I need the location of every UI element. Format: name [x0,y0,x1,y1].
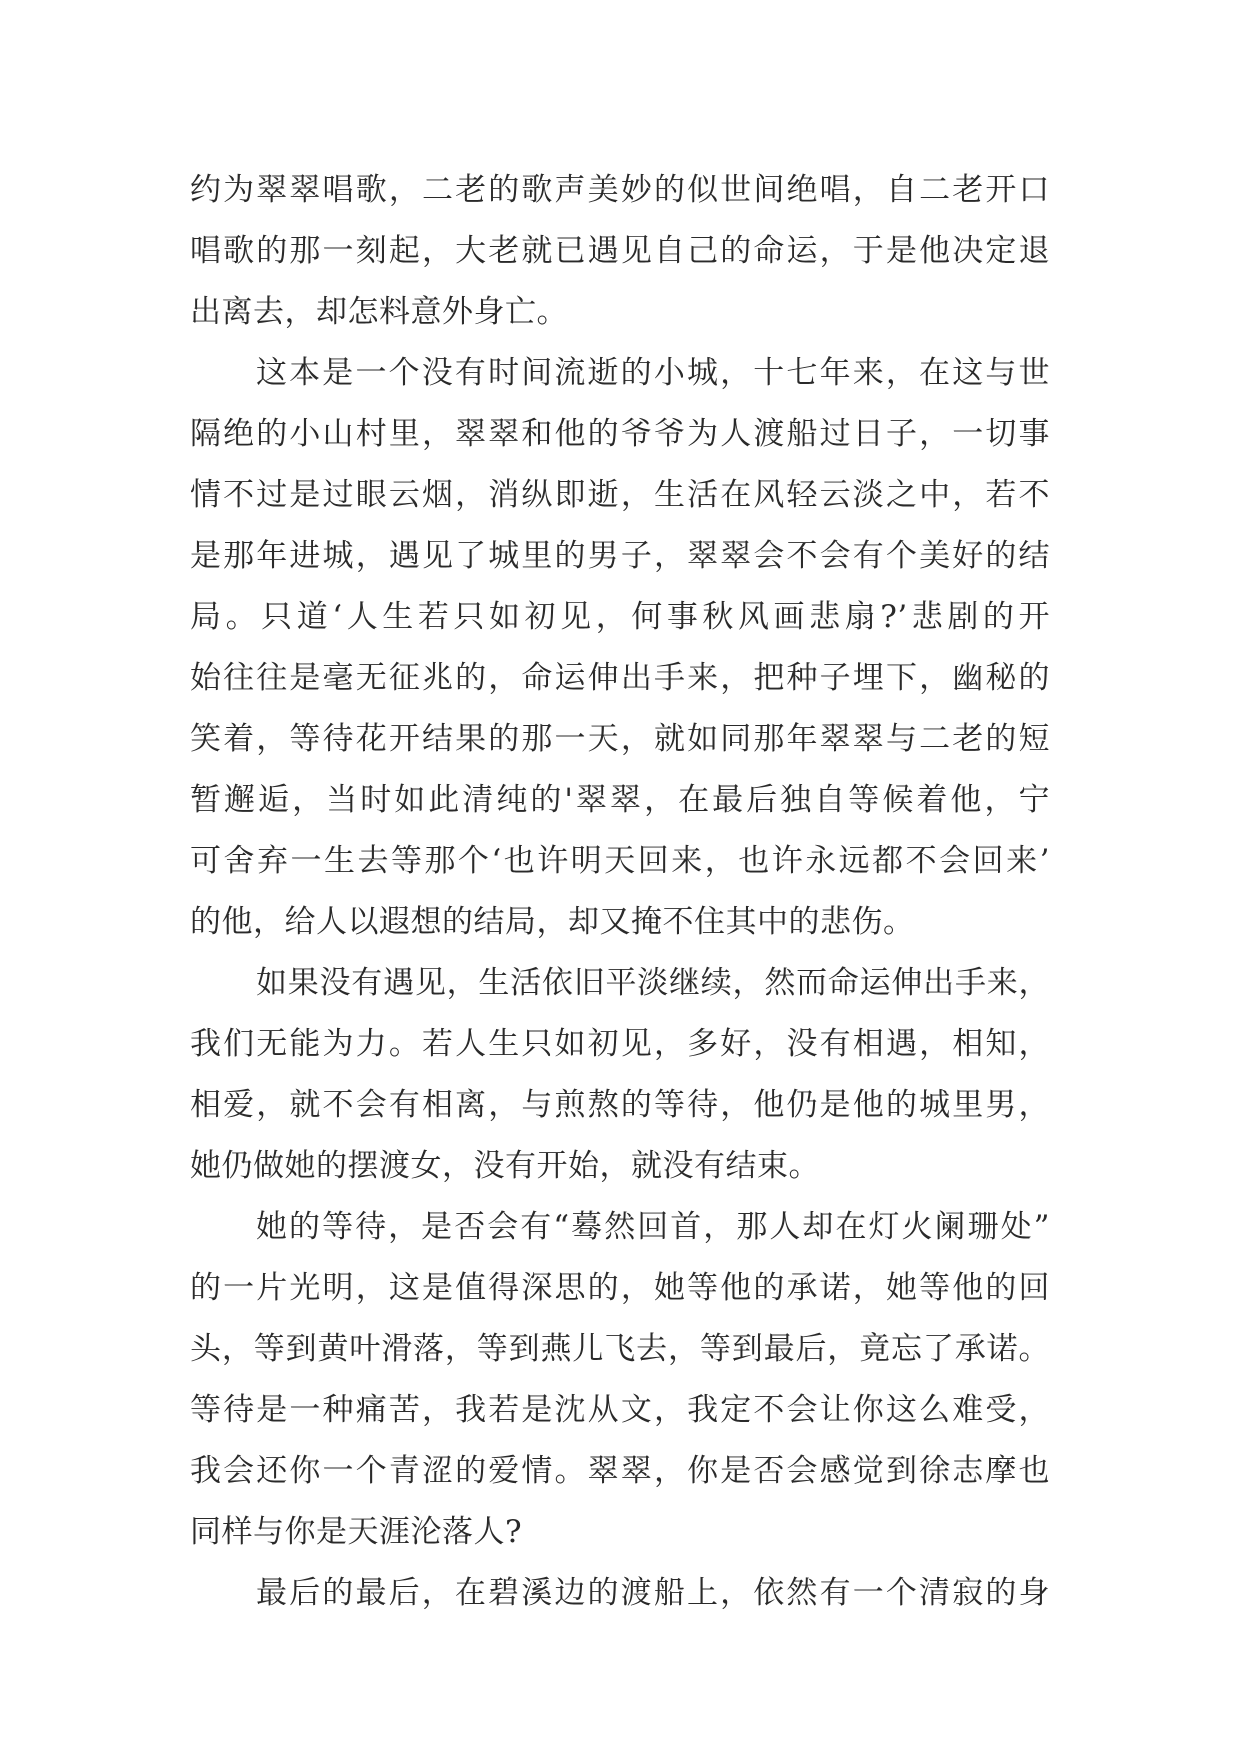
text-line: 等待是一种痛苦，我若是沈从文，我定不会让你这么难受， [190,1392,1050,1428]
text-line: 唱歌的那一刻起，大老就已遇见自己的命运，于是他决定退 [190,233,1050,269]
text-line: 我们无能为力。若人生只如初见，多好，没有相遇，相知， [190,1026,1050,1062]
text-line: 如果没有遇见，生活依旧平淡继续，然而命运伸出手来， [256,965,1050,1001]
text-line: 暂邂逅，当时如此清纯的'翠翠，在最后独自等候着他，宁 [190,782,1050,818]
text-line: 这本是一个没有时间流逝的小城，十七年来，在这与世 [256,355,1050,391]
paragraph [190,953,1050,1197]
paragraph [190,160,1050,343]
text-line: 情不过是过眼云烟，消纵即逝，生活在风轻云淡之中，若不 [190,477,1050,513]
text-line: 她仍做她的摆渡女，没有开始，就没有结束。 [190,1148,820,1184]
text-line: 是那年进城，遇见了城里的男子，翠翠会不会有个美好的结 [190,538,1050,574]
text-line: 始往往是毫无征兆的，命运伸出手来，把种子埋下，幽秘的 [190,660,1050,696]
text-line: 约为翠翠唱歌，二老的歌声美妙的似世间绝唱，自二老开口 [190,172,1050,208]
text-line: 隔绝的小山村里，翠翠和他的爷爷为人渡船过日子，一切事 [190,416,1050,452]
text-line: 相爱，就不会有相离，与煎熬的等待，他仍是他的城里男， [190,1087,1050,1123]
text-line: 我会还你一个青涩的爱情。翠翠，你是否会感觉到徐志摩也 [190,1453,1050,1489]
text-line: 同样与你是天涯沦落人? [190,1514,523,1550]
text-line: 她的等待，是否会有“蓦然回首，那人却在灯火阑珊处” [256,1209,1050,1245]
text-line: 笑着，等待花开结果的那一天，就如同那年翠翠与二老的短 [190,721,1050,757]
text-line: 头，等到黄叶滑落，等到燕儿飞去，等到最后，竟忘了承诺。 [190,1331,1050,1367]
paragraph [190,1197,1050,1563]
text-line: 出离去，却怎料意外身亡。 [190,294,568,330]
document-body [190,160,1050,1624]
text-line: 的他，给人以遐想的结局，却又掩不住其中的悲伤。 [190,904,915,940]
text-line: 局。只道‘人生若只如初见，何事秋风画悲扇?’悲剧的开 [190,599,1050,635]
paragraph [190,343,1050,953]
text-line: 最后的最后，在碧溪边的渡船上，依然有一个清寂的身 [256,1575,1050,1611]
text-line: 的一片光明，这是值得深思的，她等他的承诺，她等他的回 [190,1270,1050,1306]
paragraph [190,1563,1050,1624]
text-line: 可舍弃一生去等那个‘也许明天回来，也许永远都不会回来’ [190,843,1050,879]
